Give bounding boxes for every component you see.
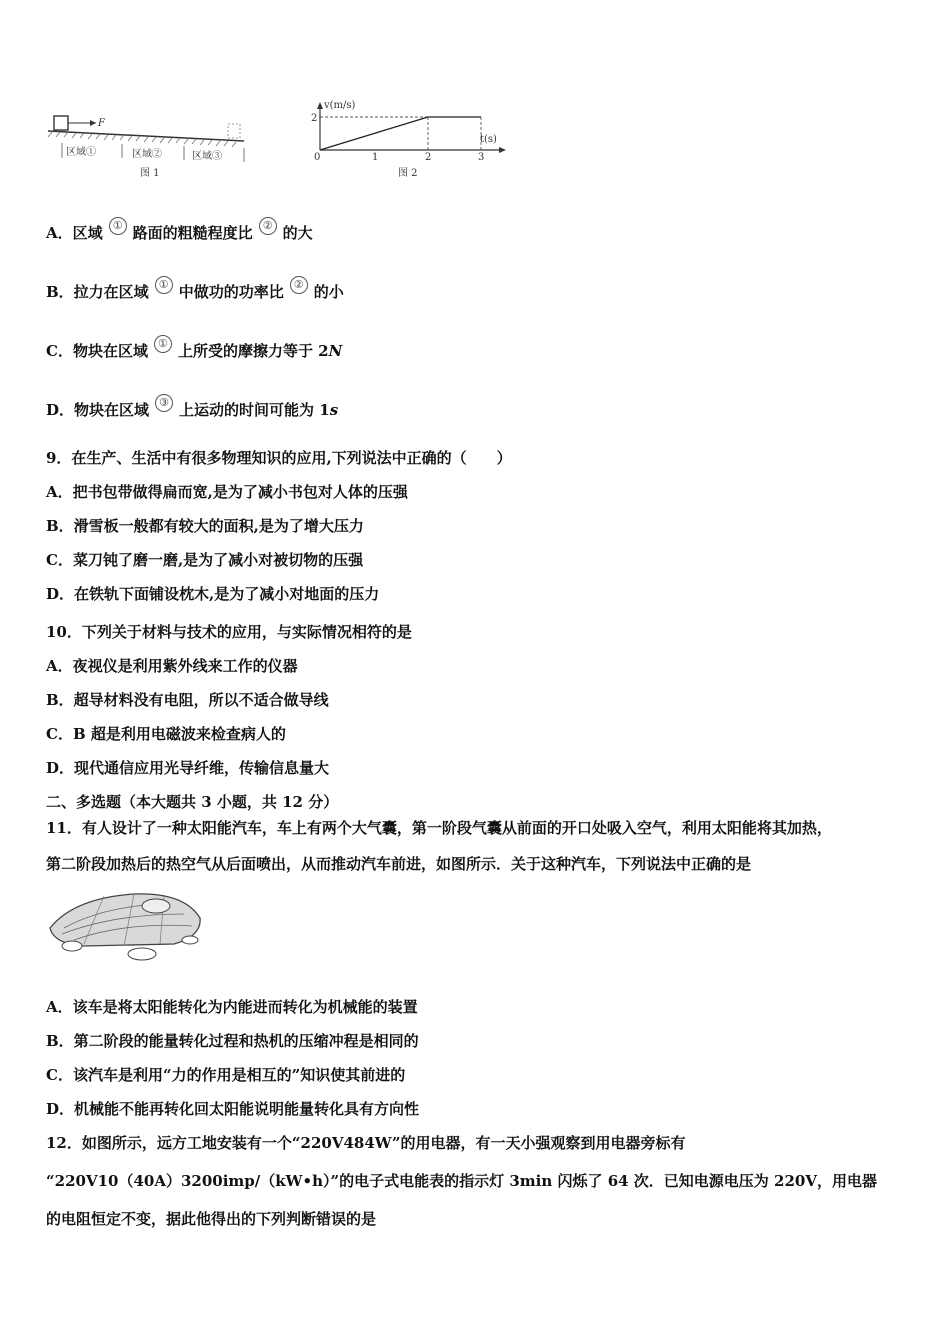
y-axis-label: v(m/s) bbox=[324, 100, 356, 111]
q11-stem-line-2: 第二阶段加热后的热空气从后面喷出，从而推动汽车前进，如图所示．关于这种汽车，下列说法中正确的是 bbox=[46, 855, 752, 873]
q11-stem-line-1: 11．有人设计了一种太阳能汽车，车上有两个大气囊，第一阶段气囊从前面的开口处吸入空气，利用太阳能将其加热， bbox=[46, 819, 832, 837]
q12-stem-line-1: 12．如图所示，远方工地安装有一个“220V484W”的用电器，有一天小强观察到用电器旁标有 bbox=[46, 1134, 686, 1152]
circled-number: ② bbox=[290, 276, 308, 294]
section-heading: 二、多选题（本大题共 3 小题，共 12 分） bbox=[46, 793, 339, 811]
x-tick-0: 0 bbox=[314, 152, 321, 163]
solar-car-illustration bbox=[44, 888, 206, 968]
q10-option-b: B．超导材料没有电阻，所以不适合做导线 bbox=[46, 691, 329, 709]
region-3-label: 区域③ bbox=[192, 151, 222, 162]
q10-option-d: D．现代通信应用光导纤维，传输信息量大 bbox=[46, 759, 330, 777]
figure-2-caption: 图 2 bbox=[398, 168, 418, 179]
q11-option-a: A．该车是将太阳能转化为内能进而转化为机械能的装置 bbox=[46, 998, 418, 1016]
q12-stem-line-2: “220V10（40A）3200imp/（kW•h）”的电子式电能表的指示灯 3min 闪烁了 64 次．已知电源电压为 220V，用电器 bbox=[46, 1172, 877, 1190]
q8-option-d: D．物块在区域 ③ 上运动的时间可能为 1s bbox=[46, 396, 339, 419]
x-tick-2: 2 bbox=[425, 152, 432, 163]
region-2-label: 区域② bbox=[132, 149, 162, 160]
q9-stem: 9．在生产、生活中有很多物理知识的应用,下列说法中正确的（ ） bbox=[46, 449, 512, 467]
q9-option-b: B．滑雪板一般都有较大的面积,是为了增大压力 bbox=[46, 517, 364, 535]
q10-stem: 10．下列关于材料与技术的应用，与实际情况相符的是 bbox=[46, 623, 412, 641]
q11-option-b: B．第二阶段的能量转化过程和热机的压缩冲程是相同的 bbox=[46, 1032, 419, 1050]
q8-option-a: A．区域 ① 路面的粗糙程度比 ② 的大 bbox=[46, 219, 313, 242]
circled-number: ① bbox=[109, 217, 127, 235]
q11-option-c: C．该汽车是利用“力的作用是相互的”知识使其前进的 bbox=[46, 1066, 406, 1084]
circled-number: ① bbox=[154, 335, 172, 353]
circled-number: ① bbox=[155, 276, 173, 294]
force-label: F bbox=[98, 118, 105, 129]
x-axis-label: t(s) bbox=[480, 134, 497, 145]
circled-number: ③ bbox=[155, 394, 173, 412]
q8-option-c: C．物块在区域 ① 上所受的摩擦力等于 2N bbox=[46, 337, 343, 360]
x-tick-3: 3 bbox=[478, 152, 485, 163]
q9-option-d: D．在铁轨下面铺设枕木,是为了减小对地面的压力 bbox=[46, 585, 380, 603]
q9-option-c: C．菜刀钝了磨一磨,是为了减小对被切物的压强 bbox=[46, 551, 364, 569]
q12-stem-line-3: 的电阻恒定不变，据此他得出的下列判断错误的是 bbox=[46, 1210, 377, 1228]
x-tick-1: 1 bbox=[372, 152, 379, 163]
block bbox=[54, 116, 68, 130]
region-1-label: 区域① bbox=[66, 147, 96, 158]
q11-option-d: D．机械能不能再转化回太阳能说明能量转化具有方向性 bbox=[46, 1100, 420, 1118]
velocity-line-rising bbox=[320, 117, 428, 150]
q10-option-a: A．夜视仪是利用紫外线来工作的仪器 bbox=[46, 657, 298, 675]
figure-1-caption: 图 1 bbox=[140, 168, 160, 179]
figure-2-vt-graph bbox=[308, 98, 518, 184]
q9-option-a: A．把书包带做得扁而宽,是为了减小书包对人体的压强 bbox=[46, 483, 408, 501]
figure-1-incline bbox=[44, 110, 264, 182]
y-tick-2: 2 bbox=[311, 113, 318, 124]
q10-option-c: C．B 超是利用电磁波来检查病人的 bbox=[46, 725, 286, 743]
circled-number: ② bbox=[259, 217, 277, 235]
q8-option-b: B．拉力在区域 ① 中做功的功率比 ② 的小 bbox=[46, 278, 344, 301]
